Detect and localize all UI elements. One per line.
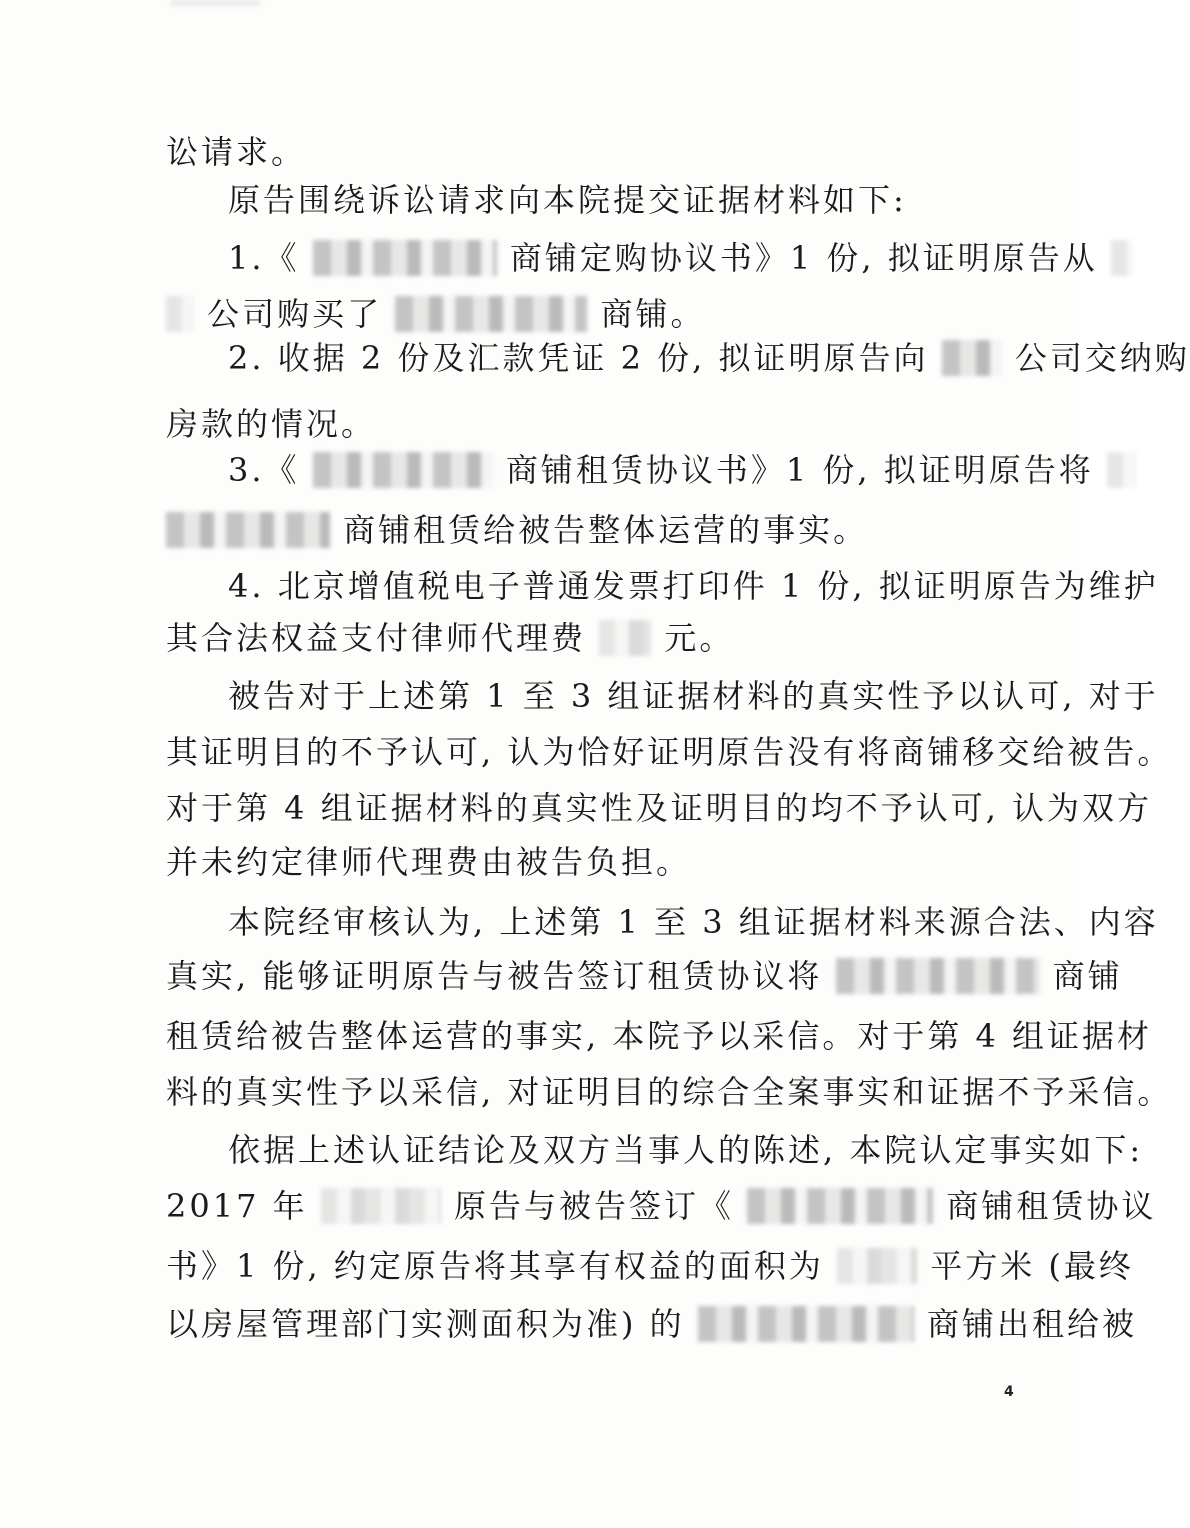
text-segment: 1.《: [228, 239, 300, 277]
text-segment: 本院经审核认为, 上述第 1 至 3 组证据材料来源合法、内容: [228, 903, 1159, 941]
text-segment: 平方米 (最终: [930, 1247, 1134, 1285]
text-segment: 对于第 4 组证据材料的真实性及证明目的均不予认可, 认为双方: [166, 789, 1153, 827]
text-line: [166, 1304, 1137, 1346]
text-line: [166, 294, 706, 336]
text-line: [166, 618, 734, 660]
text-line: [166, 1246, 1134, 1288]
text-segment: 3.《: [228, 451, 300, 489]
text-segment: 商铺: [1052, 957, 1123, 995]
text-segment: 商铺。: [600, 295, 706, 333]
text-segment: 商铺定购协议书》1 份, 拟证明原告从: [509, 239, 1098, 277]
text-segment: 依据上述认证结论及双方当事人的陈述, 本院认定事实如下:: [228, 1131, 1144, 1169]
text-segment: 以房屋管理部门实测面积为准) 的: [166, 1305, 685, 1343]
redaction-block: [942, 340, 1002, 376]
text-line: [228, 902, 1159, 944]
text-segment: 原告与被告签订《: [453, 1187, 734, 1225]
text-segment: 租赁给被告整体运营的事实, 本院予以采信。对于第 4 组证据材: [166, 1017, 1153, 1055]
text-segment: 商铺出租给被: [927, 1305, 1138, 1343]
text-line: [166, 510, 868, 552]
redaction-block: [698, 1306, 914, 1342]
text-segment: 房款的情况。: [166, 405, 377, 443]
redaction-block: [747, 1188, 933, 1224]
redaction-block: [321, 1188, 441, 1224]
text-segment: 商铺租赁协议书》1 份, 拟证明原告将: [505, 451, 1094, 489]
redaction-block: [395, 296, 587, 332]
text-line: [166, 1072, 1172, 1114]
text-segment: 其证明目的不予认可, 认为恰好证明原告没有将商铺移交给被告。: [166, 733, 1173, 771]
text-segment: 料的真实性予以采信, 对证明目的综合全案事实和证据不予采信。: [166, 1073, 1173, 1111]
text-line: [228, 566, 1159, 608]
text-line: [228, 450, 1137, 492]
text-line: [166, 732, 1172, 774]
redaction-block: [313, 452, 493, 488]
text-line: [166, 956, 1123, 998]
text-segment: 真实, 能够证明原告与被告签订租赁协议将: [166, 957, 823, 995]
text-line: [166, 404, 376, 446]
text-line: [228, 180, 907, 222]
text-segment: 原告围绕诉讼请求向本院提交证据材料如下:: [228, 181, 907, 219]
text-segment: 2017 年: [166, 1187, 308, 1225]
text-line: [228, 1130, 1143, 1172]
text-segment: 其合法权益支付律师代理费: [166, 619, 587, 657]
scan-smudge: [170, 0, 260, 6]
text-segment: 商铺租赁协议: [946, 1187, 1157, 1225]
text-segment: 并未约定律师代理费由被告负担。: [166, 843, 692, 881]
text-line: [166, 1186, 1156, 1228]
text-line: [228, 238, 1133, 280]
redaction-block: [1107, 452, 1137, 488]
text-line: [166, 788, 1152, 830]
text-line: [166, 842, 691, 884]
text-segment: 公司交纳购: [1014, 339, 1190, 377]
text-line: [166, 132, 306, 174]
redaction-block: [836, 958, 1040, 994]
redaction-block: [1111, 240, 1133, 276]
redaction-block: [313, 240, 497, 276]
redaction-block: [166, 296, 194, 332]
page-number: 4: [1004, 1384, 1014, 1400]
text-segment: 商铺租赁给被告整体运营的事实。: [343, 511, 869, 549]
text-segment: 被告对于上述第 1 至 3 组证据材料的真实性予以认可, 对于: [228, 677, 1159, 715]
text-segment: 4. 北京增值税电子普通发票打印件 1 份, 拟证明原告为维护: [228, 567, 1159, 605]
text-line: [228, 676, 1159, 718]
redaction-block: [837, 1248, 917, 1284]
text-segment: 2. 收据 2 份及汇款凭证 2 份, 拟证明原告向: [228, 339, 929, 377]
text-segment: 讼请求。: [166, 133, 307, 171]
text-segment: 元。: [664, 619, 735, 657]
text-segment: 公司购买了: [207, 295, 383, 333]
text-line: [166, 1016, 1152, 1058]
redaction-block: [166, 512, 330, 548]
redaction-block: [599, 620, 651, 656]
text-line: [228, 338, 1190, 380]
text-segment: 书》1 份, 约定原告将其享有权益的面积为: [166, 1247, 824, 1285]
